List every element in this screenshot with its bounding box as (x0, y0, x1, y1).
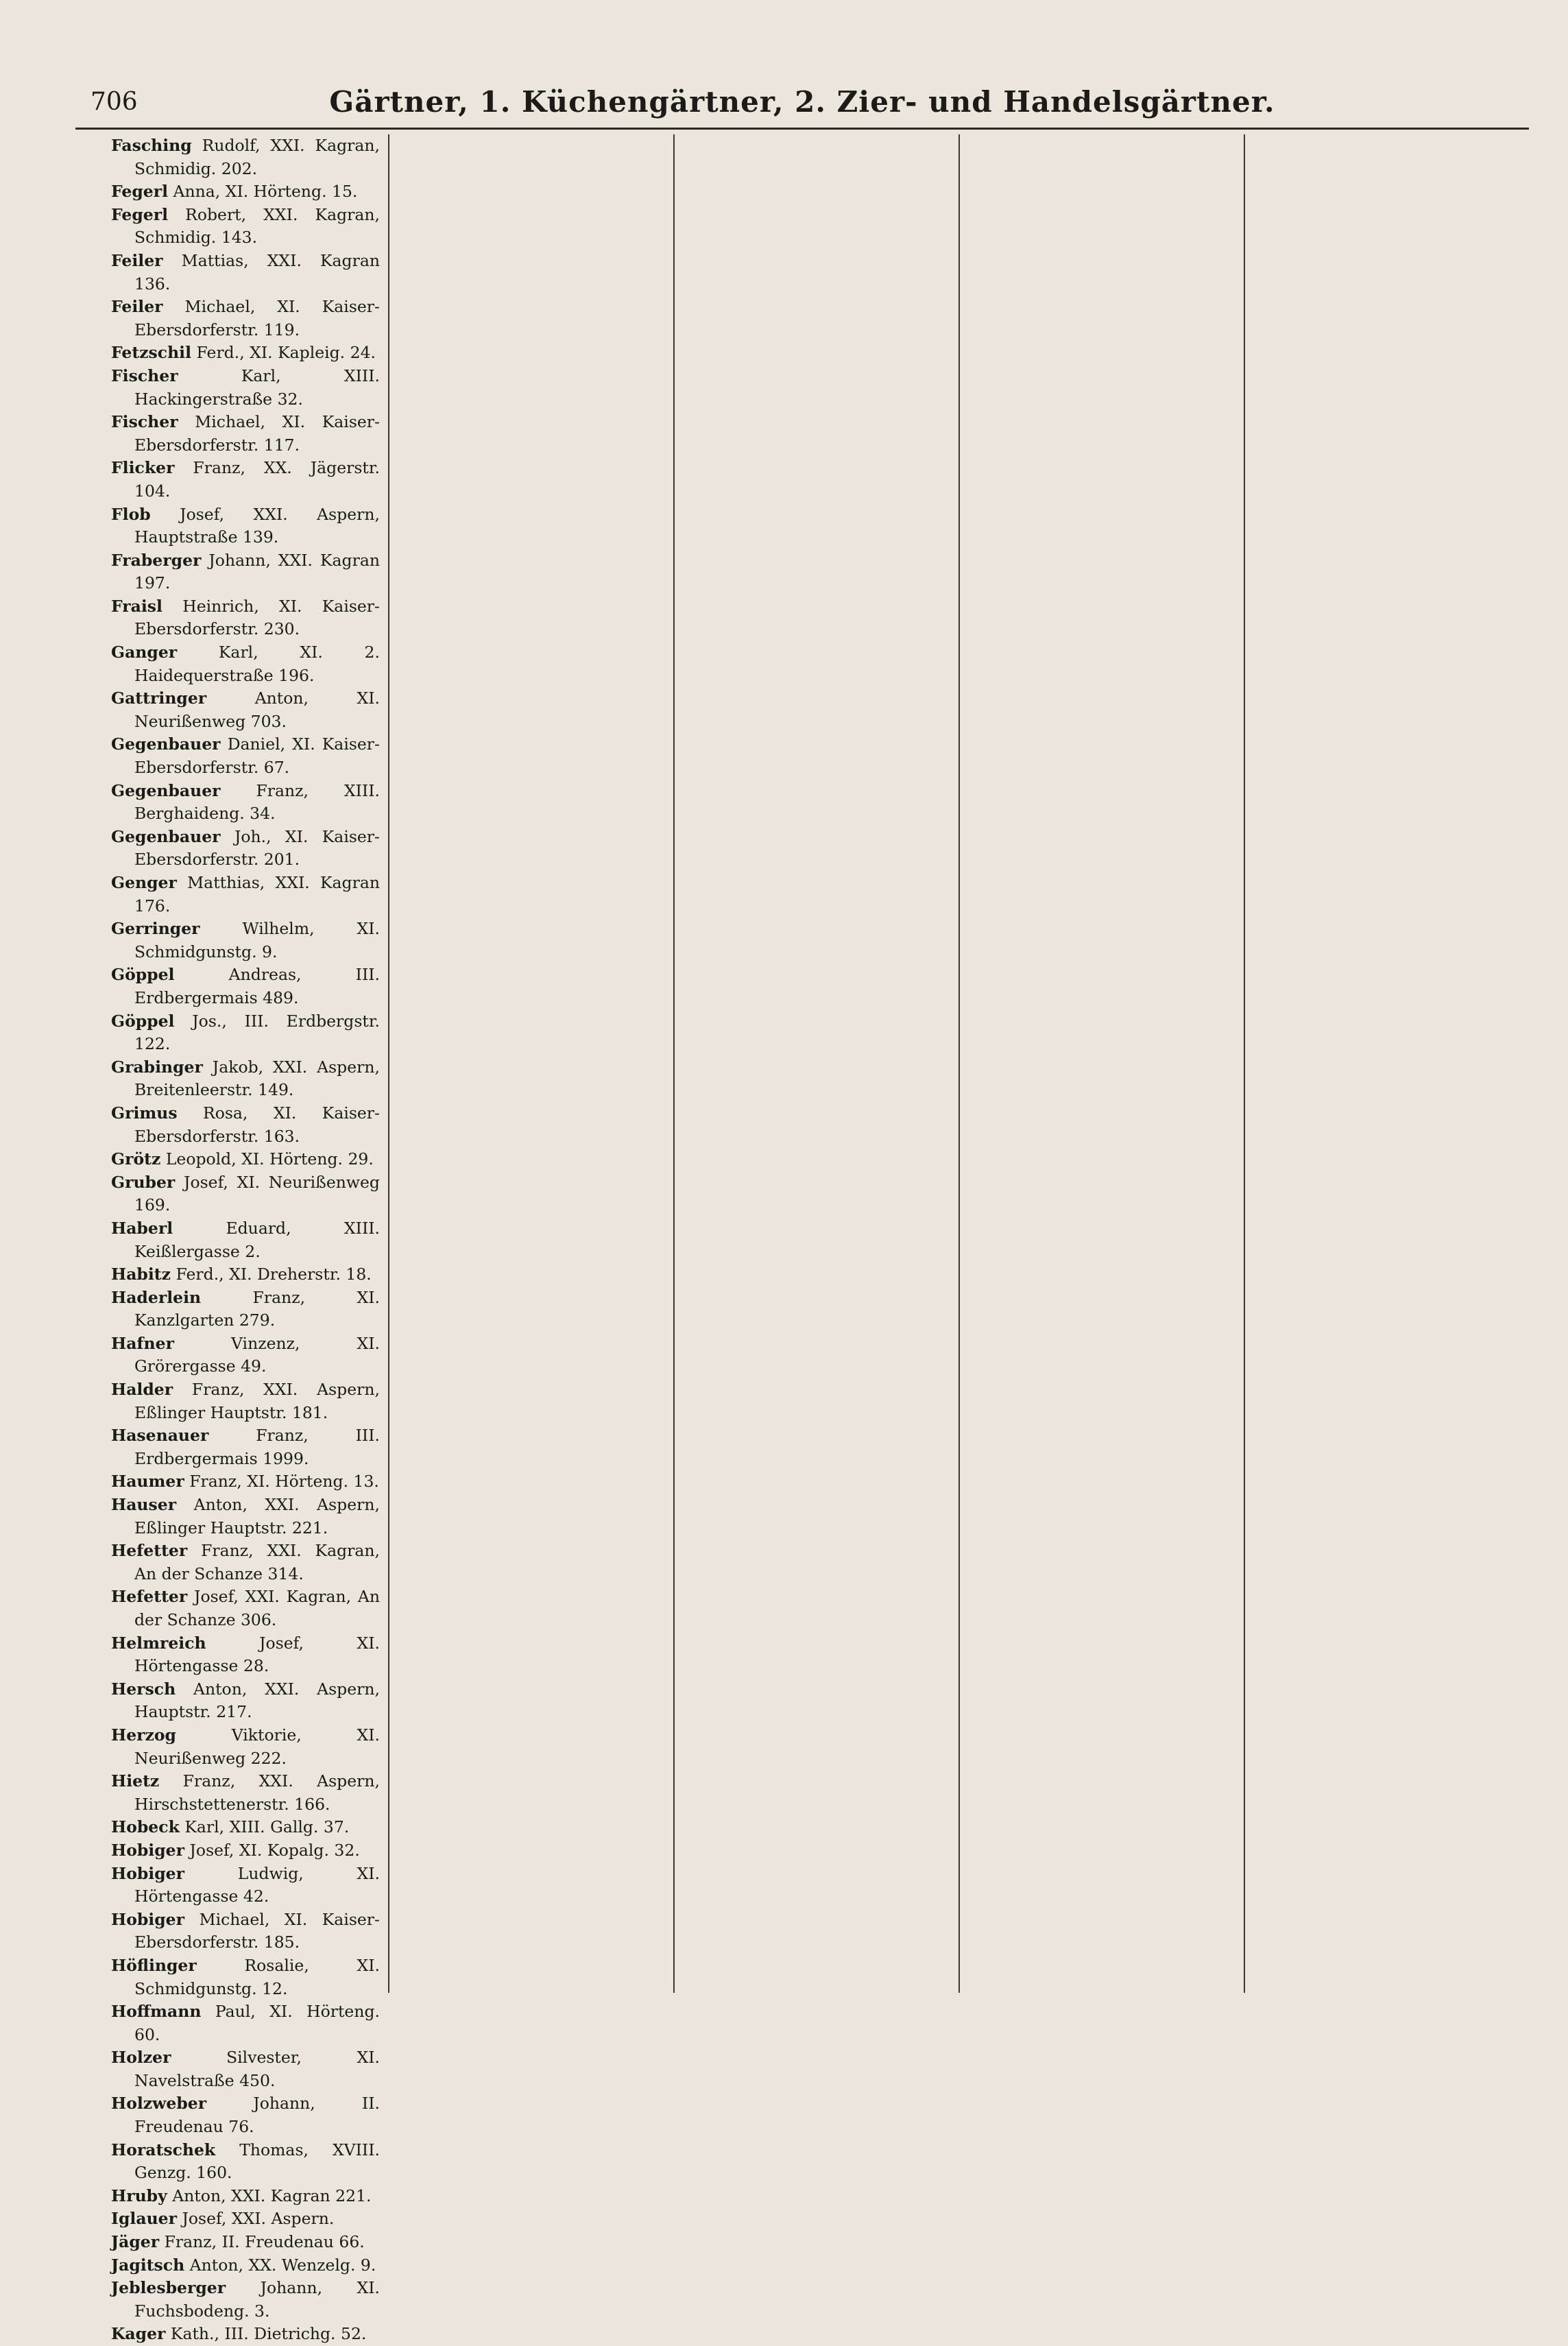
entry-details: Rosalie, XI. Schmidgunstg. 12. (134, 1955, 380, 1998)
entry-name: Fischer (111, 412, 178, 432)
directory-entry (111, 365, 380, 411)
entry-details: Karl, XIII. Hackingerstraße 32. (134, 366, 380, 409)
entry-details: Anna, XI. Hörteng. 15. (173, 182, 358, 202)
directory-entry (111, 1148, 380, 1171)
directory-page (75, 75, 1529, 2344)
entry-name: Hietz (111, 1771, 160, 1791)
directory-entry (111, 1839, 380, 1863)
entry-name: Hasenauer (111, 1426, 209, 1446)
entry-details: Josef, XI. Neurißenweg 169. (134, 1172, 380, 1215)
directory-entry (111, 687, 380, 733)
entry-name: Hauser (111, 1495, 177, 1515)
entry-name: Fegerl (111, 182, 169, 202)
entry-details: Rosa, XI. Kaiser-Ebersdorferstr. 163. (134, 1103, 380, 1146)
directory-entry (111, 2277, 380, 2323)
entry-details: Josef, XXI. Kagran, An der Schanze 306. (134, 1587, 380, 1629)
directory-entry (111, 180, 380, 204)
entry-name: Holzer (111, 2048, 171, 2068)
entry-details: Ludwig, XI. Hörtengasse 42. (134, 1863, 380, 1906)
directory-entry (111, 918, 380, 963)
entry-name: Fraberger (111, 550, 202, 570)
entry-details: Viktorie, XI. Neurißenweg 222. (134, 1725, 380, 1768)
directory-column-2 (388, 134, 673, 1993)
directory-entry (111, 733, 380, 779)
entry-name: Fegerl (111, 204, 169, 224)
directory-entry (111, 872, 380, 918)
entry-details: Franz, XX. Jägerstr. 104. (134, 458, 380, 501)
directory-column-5 (1244, 134, 1529, 1993)
entry-details: Franz, XIII. Berghaideng. 34. (134, 780, 380, 824)
entry-details: Mattias, XXI. Kagran 136. (134, 250, 380, 294)
entry-name: Gattringer (111, 689, 207, 708)
entry-name: Habitz (111, 1265, 171, 1284)
entry-details: Anton, XXI. Kagran 221. (172, 2186, 372, 2205)
entry-details: Josef, XXI. Aspern, Hauptstraße 139. (134, 504, 380, 547)
entry-name: Hobiger (111, 1863, 185, 1883)
entry-name: Gegenbauer (111, 780, 221, 800)
entry-details: Silvester, XI. Navelstraße 450. (134, 2048, 380, 2090)
directory-entry (111, 1470, 380, 1494)
entry-details: Franz, XXI. Kagran, An der Schanze 314. (134, 1541, 380, 1583)
entry-details: Franz, XI. Hörteng. 13. (189, 1472, 379, 1492)
directory-entry (111, 1632, 380, 1678)
page-number: 706 (91, 88, 138, 116)
entry-name: Haderlein (111, 1287, 202, 1307)
entry-name: Ganger (111, 643, 178, 662)
entry-name: Fetzschil (111, 343, 192, 363)
entry-name: Hafner (111, 1333, 174, 1353)
entry-name: Grabinger (111, 1057, 203, 1077)
entry-details: Michael, XI. Kaiser-Ebersdorferstr. 119. (134, 297, 380, 339)
entry-details: Karl, XIII. Gallg. 37. (184, 1817, 350, 1837)
directory-entry (111, 411, 380, 457)
entry-name: Grimus (111, 1103, 178, 1123)
entry-name: Haumer (111, 1472, 184, 1492)
directory-entry (111, 1494, 380, 1540)
entry-name: Hobeck (111, 1817, 180, 1837)
entry-details: Johann, II. Freudenau 76. (134, 2094, 380, 2137)
entry-details: Ferd., XI. Kapleig. 24. (196, 343, 376, 363)
directory-entry (111, 1954, 380, 2000)
entry-name: Grötz (111, 1149, 161, 1169)
directory-entry (111, 250, 380, 296)
entry-name: Hobiger (111, 1840, 185, 1860)
entry-details: Eduard, XIII. Keißlergasse 2. (134, 1218, 380, 1261)
entry-name: Hefetter (111, 1587, 188, 1607)
entry-details: Matthias, XXI. Kagran 176. (134, 873, 380, 915)
entry-details: Michael, XI. Kaiser-Ebersdorferstr. 117. (134, 412, 380, 455)
directory-entry (111, 2185, 380, 2208)
entry-details: Andreas, III. Erdbergermais 489. (134, 965, 380, 1007)
entry-details: Wilhelm, XI. Schmidgunstg. 9. (134, 919, 380, 961)
entry-name: Flob (111, 504, 151, 524)
entry-details: Anton, XXI. Aspern, Eßlinger Hauptstr. 221. (134, 1495, 380, 1537)
directory-entry (111, 2046, 380, 2092)
directory-column-3 (673, 134, 958, 1993)
entry-name: Halder (111, 1380, 173, 1400)
directory-entry (111, 457, 380, 503)
directory-entry (111, 1056, 380, 1102)
entry-details: Thomas, XVIII. Genzg. 160. (134, 2140, 380, 2183)
directory-entry (111, 1724, 380, 1770)
running-head: Gärtner, 1. Küchengärtner, 2. Zier- und Handelsgärtner. (329, 85, 1275, 119)
entry-name: Hersch (111, 1679, 176, 1699)
entry-details: Anton, XI. Neurißenweg 703. (134, 689, 380, 731)
entry-details: Franz, XXI. Aspern, Eßlinger Hauptstr. 181. (134, 1380, 380, 1422)
entry-details: Johann, XXI. Kagran 197. (134, 550, 380, 593)
entry-details: Vinzenz, XI. Grörergasse 49. (134, 1333, 380, 1376)
entry-name: Gegenbauer (111, 826, 221, 846)
entry-details: Jos., III. Erdbergstr. 122. (134, 1011, 380, 1054)
entry-name: Fischer (111, 366, 178, 385)
directory-entry (111, 1678, 380, 1724)
entry-details: Franz, XXI. Aspern, Hirschstettenerstr. 166. (134, 1771, 380, 1814)
entry-name: Hefetter (111, 1541, 188, 1561)
entry-details: Ferd., XI. Dreherstr. 18. (176, 1265, 372, 1284)
directory-entry (111, 1908, 380, 1954)
entry-name: Göppel (111, 1011, 175, 1031)
entry-name: Gegenbauer (111, 734, 221, 754)
entry-details: Daniel, XI. Kaiser-Ebersdorferstr. 67. (134, 734, 380, 778)
page-header (75, 75, 1529, 130)
directory-entry (111, 1263, 380, 1286)
directory-entry (111, 1863, 380, 1908)
entry-name: Jäger (111, 2232, 160, 2252)
entry-details: Joh., XI. Kaiser-Ebersdorferstr. 201. (134, 826, 380, 870)
directory-entry (111, 641, 380, 687)
directory-entry (111, 1217, 380, 1263)
directory-entry (111, 1816, 380, 1839)
entry-details: Rudolf, XXI. Kagran, Schmidig. 202. (134, 136, 380, 178)
entry-details: Jakob, XXI. Aspern, Breitenleerstr. 149. (134, 1057, 380, 1100)
directory-entry (111, 296, 380, 342)
entry-details: Kath., III. Dietrichg. 52. (170, 2324, 367, 2344)
directory-entry (111, 134, 380, 180)
directory-entry (111, 595, 380, 641)
directory-entry (111, 1585, 380, 1631)
directory-entry (111, 1770, 380, 1816)
directory-column-1 (103, 134, 388, 2344)
entry-details: Leopold, XI. Hörteng. 29. (165, 1149, 374, 1169)
entry-details: Paul, XI. Hörteng. 60. (134, 2002, 380, 2044)
entry-details: Robert, XXI. Kagran, Schmidig. 143. (134, 204, 380, 248)
entry-name: Holzweber (111, 2094, 207, 2114)
entry-name: Flicker (111, 458, 175, 478)
entry-name: Höflinger (111, 1955, 197, 1975)
entry-details: Johann, XI. Fuchsbodeng. 3. (134, 2278, 380, 2321)
entry-name: Hruby (111, 2186, 167, 2205)
directory-entry (111, 2254, 380, 2277)
entry-name: Hobiger (111, 1909, 185, 1929)
entry-name: Feiler (111, 250, 163, 270)
directory-entry (111, 1102, 380, 1148)
entry-details: Heinrich, XI. Kaiser-Ebersdorferstr. 230. (134, 596, 380, 639)
entry-name: Fasching (111, 136, 192, 155)
entry-name: Gruber (111, 1172, 176, 1192)
entry-name: Feiler (111, 297, 163, 317)
directory-entry (111, 2207, 380, 2231)
entry-name: Genger (111, 873, 177, 892)
entry-details: Josef, XI. Kopalg. 32. (189, 1840, 360, 1860)
entry-details: Franz, XI. Kanzlgarten 279. (134, 1287, 380, 1330)
directory-entry (111, 2000, 380, 2046)
entry-name: Helmreich (111, 1633, 206, 1653)
entry-details: Franz, II. Freudenau 66. (164, 2232, 365, 2252)
entry-name: Fraisl (111, 596, 162, 616)
directory-entry (111, 1332, 380, 1378)
directory-entry (111, 963, 380, 1009)
entry-name: Herzog (111, 1725, 176, 1745)
directory-entry (111, 1286, 380, 1332)
directory-entry (111, 1010, 380, 1056)
entry-name: Hoffmann (111, 2002, 202, 2022)
entry-details: Josef, XXI. Aspern. (182, 2209, 335, 2229)
entry-name: Jeblesberger (111, 2278, 226, 2298)
directory-entry (111, 2323, 380, 2346)
directory-entry (111, 503, 380, 549)
directory-entry (111, 1540, 380, 1585)
entry-name: Haberl (111, 1218, 173, 1238)
entry-name: Göppel (111, 965, 175, 985)
directory-entry (111, 1424, 380, 1470)
directory-entry (111, 826, 380, 872)
entry-details: Franz, III. Erdbergermais 1999. (134, 1426, 380, 1468)
directory-entry (111, 1171, 380, 1217)
entry-name: Iglauer (111, 2209, 177, 2229)
directory-entry (111, 1378, 380, 1424)
directory-entry (111, 204, 380, 250)
directory-entry (111, 2231, 380, 2254)
entry-details: Anton, XX. Wenzelg. 9. (189, 2255, 376, 2275)
entry-details: Michael, XI. Kaiser-Ebersdorferstr. 185. (134, 1909, 380, 1952)
directory-entry (111, 342, 380, 365)
entry-details: Anton, XXI. Aspern, Hauptstr. 217. (134, 1679, 380, 1722)
entry-details: Josef, XI. Hörtengasse 28. (134, 1633, 380, 1676)
directory-entry (111, 2139, 380, 2185)
entry-name: Gerringer (111, 919, 200, 939)
directory-columns (103, 134, 1529, 2344)
directory-entry (111, 549, 380, 595)
entry-name: Horatschek (111, 2140, 216, 2159)
entry-details: Karl, XI. 2. Haidequerstraße 196. (134, 643, 380, 685)
directory-entry (111, 780, 380, 826)
directory-column-4 (958, 134, 1244, 1993)
entry-name: Jagitsch (111, 2255, 185, 2275)
directory-entry (111, 2092, 380, 2138)
entry-name: Kager (111, 2324, 166, 2344)
